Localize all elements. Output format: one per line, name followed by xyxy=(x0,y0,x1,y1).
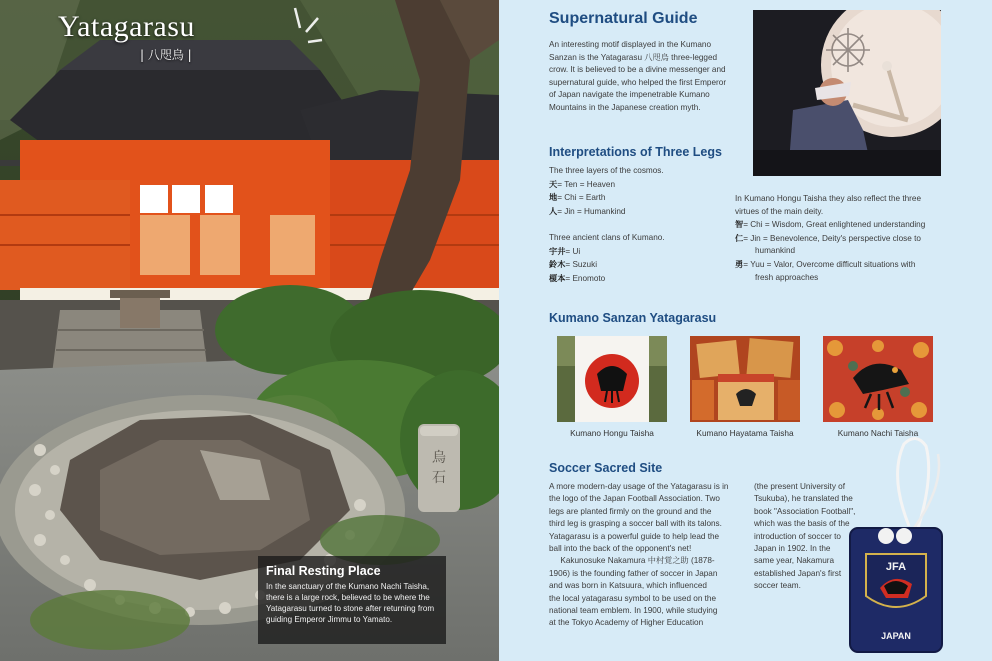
text-line: same year, Nakamura xyxy=(754,556,835,566)
text-line: legs are planted firmly on the ground and the xyxy=(549,506,712,516)
virtues-intro: In Kumano Hongu Taisha they also reflect the three xyxy=(735,194,922,203)
virtue-item: fresh approaches xyxy=(755,272,819,282)
text-line: Tsukuba), he translated the xyxy=(754,494,853,504)
caption-hayatama: Kumano Hayatama Taisha xyxy=(696,428,794,438)
text-line: Mountains in the Japanese creation myth. xyxy=(549,102,701,112)
text-line: national team emblem. In 1900, while studying xyxy=(549,606,718,616)
heading-supernatural-guide: Supernatural Guide xyxy=(549,10,698,27)
right-page xyxy=(499,0,992,661)
nachi-taisha-image xyxy=(823,336,933,422)
text-line: Yatagarasu is a powerful guide to help lead the xyxy=(549,531,720,541)
virtue-item: 勇= Yuu = Valor, Overcome difficult situations with xyxy=(735,258,916,269)
cosmos-item: 地= Chi = Earth xyxy=(549,192,606,203)
virtue-item: 仁= Jin = Benevolence, Deity's perspective close to xyxy=(735,232,921,243)
text-line: the local yatagarasu symbol to be used on the xyxy=(549,593,717,603)
heading-three-legs: Interpretations of Three Legs xyxy=(549,145,722,159)
cosmos-intro: The three layers of the cosmos. xyxy=(549,166,664,175)
text-line: crow. It is believed to be a divine messenger and xyxy=(549,65,726,75)
clan-item: 宇井= Ui xyxy=(549,245,581,256)
text-line: third leg is grasping a soccer ball with its talons. xyxy=(549,519,722,529)
clan-item: 榎本= Enomoto xyxy=(549,272,606,283)
text-line: established Japan's first xyxy=(754,568,842,578)
supernatural-body xyxy=(549,39,749,115)
virtues-intro: virtues of the main deity. xyxy=(735,206,824,216)
soccer-body-col1 xyxy=(549,481,749,630)
caption-nachi: Kumano Nachi Taisha xyxy=(837,428,919,438)
cosmos-item: 人= Jin = Humankind xyxy=(549,205,626,216)
text-line: Japan in 1902. In the xyxy=(754,544,831,554)
text-line: which was the basis of the xyxy=(754,519,850,529)
caption-hongu: Kumano Hongu Taisha xyxy=(570,428,654,438)
text-line: book "Association Football", xyxy=(754,506,856,516)
charm-emblem-text: JFA xyxy=(885,561,907,573)
text-line: (the present University of xyxy=(754,482,846,491)
text-line: supernatural guide, who helped the first Emperor xyxy=(549,77,727,87)
three-legs-clans xyxy=(549,232,749,285)
text-line: the logo of the Japan Football Association. Two xyxy=(549,494,720,504)
hongu-taisha-image xyxy=(557,336,667,422)
three-legs-cosmos xyxy=(549,165,749,218)
text-line: of Japan navigate the impenetrable Kumano xyxy=(549,90,710,100)
svg-text:烏: 烏 xyxy=(432,450,446,466)
clan-item: 鈴木= Suzuki xyxy=(549,259,598,270)
photo-caption-box xyxy=(258,556,446,644)
photo-caption-title: Final Resting Place xyxy=(266,564,381,578)
text-line: Sanzan is the Yatagarasu 八咫烏 three-legged xyxy=(549,52,718,62)
text-line: A more modern-day usage of the Yatagarasu is in xyxy=(549,482,729,491)
text-line: introduction of soccer to xyxy=(754,531,841,541)
text-line: 1906) is the founding father of soccer in Japan xyxy=(549,568,718,578)
clans-intro: Three ancient clans of Kumano. xyxy=(549,233,665,242)
jfa-omamori-charm xyxy=(834,436,949,658)
cosmos-item: 天= Ten = Heaven xyxy=(549,178,616,189)
text-line: ball into the back of the opponent's net! xyxy=(549,544,692,554)
charm-label-text: JAPAN xyxy=(881,631,911,641)
svg-text:石: 石 xyxy=(432,470,446,486)
page-title-kanji: | 八咫烏 | xyxy=(140,48,192,62)
heading-soccer: Soccer Sacred Site xyxy=(549,461,663,475)
virtue-item: humankind xyxy=(755,246,796,256)
hayatama-taisha-image xyxy=(690,336,800,422)
text-line: Kakunosuke Nakamura 中村覚之助 (1878- xyxy=(549,556,715,566)
text-line: An interesting motif displayed in the Kumano xyxy=(549,40,712,49)
virtue-item: 智= Chi = Wisdom, Great enlightened understanding xyxy=(735,219,926,230)
heading-sanzan: Kumano Sanzan Yatagarasu xyxy=(549,311,717,325)
drummer-photo xyxy=(753,10,941,176)
photo-caption-text: In the sanctuary of the Kumano Nachi Taisha, there is a large rock, believed to be where the Yatagarasu turned to stone after returning from guiding Emperor Jimmu to Yamato. xyxy=(266,582,435,624)
text-line: at the Tokyo Academy of Higher Education xyxy=(549,618,704,628)
page-title: Yatagarasu xyxy=(58,10,195,43)
text-line: soccer team. xyxy=(754,581,801,591)
text-line: and was born in Katsuura, which influenced xyxy=(549,581,707,591)
three-legs-virtues xyxy=(735,193,985,284)
